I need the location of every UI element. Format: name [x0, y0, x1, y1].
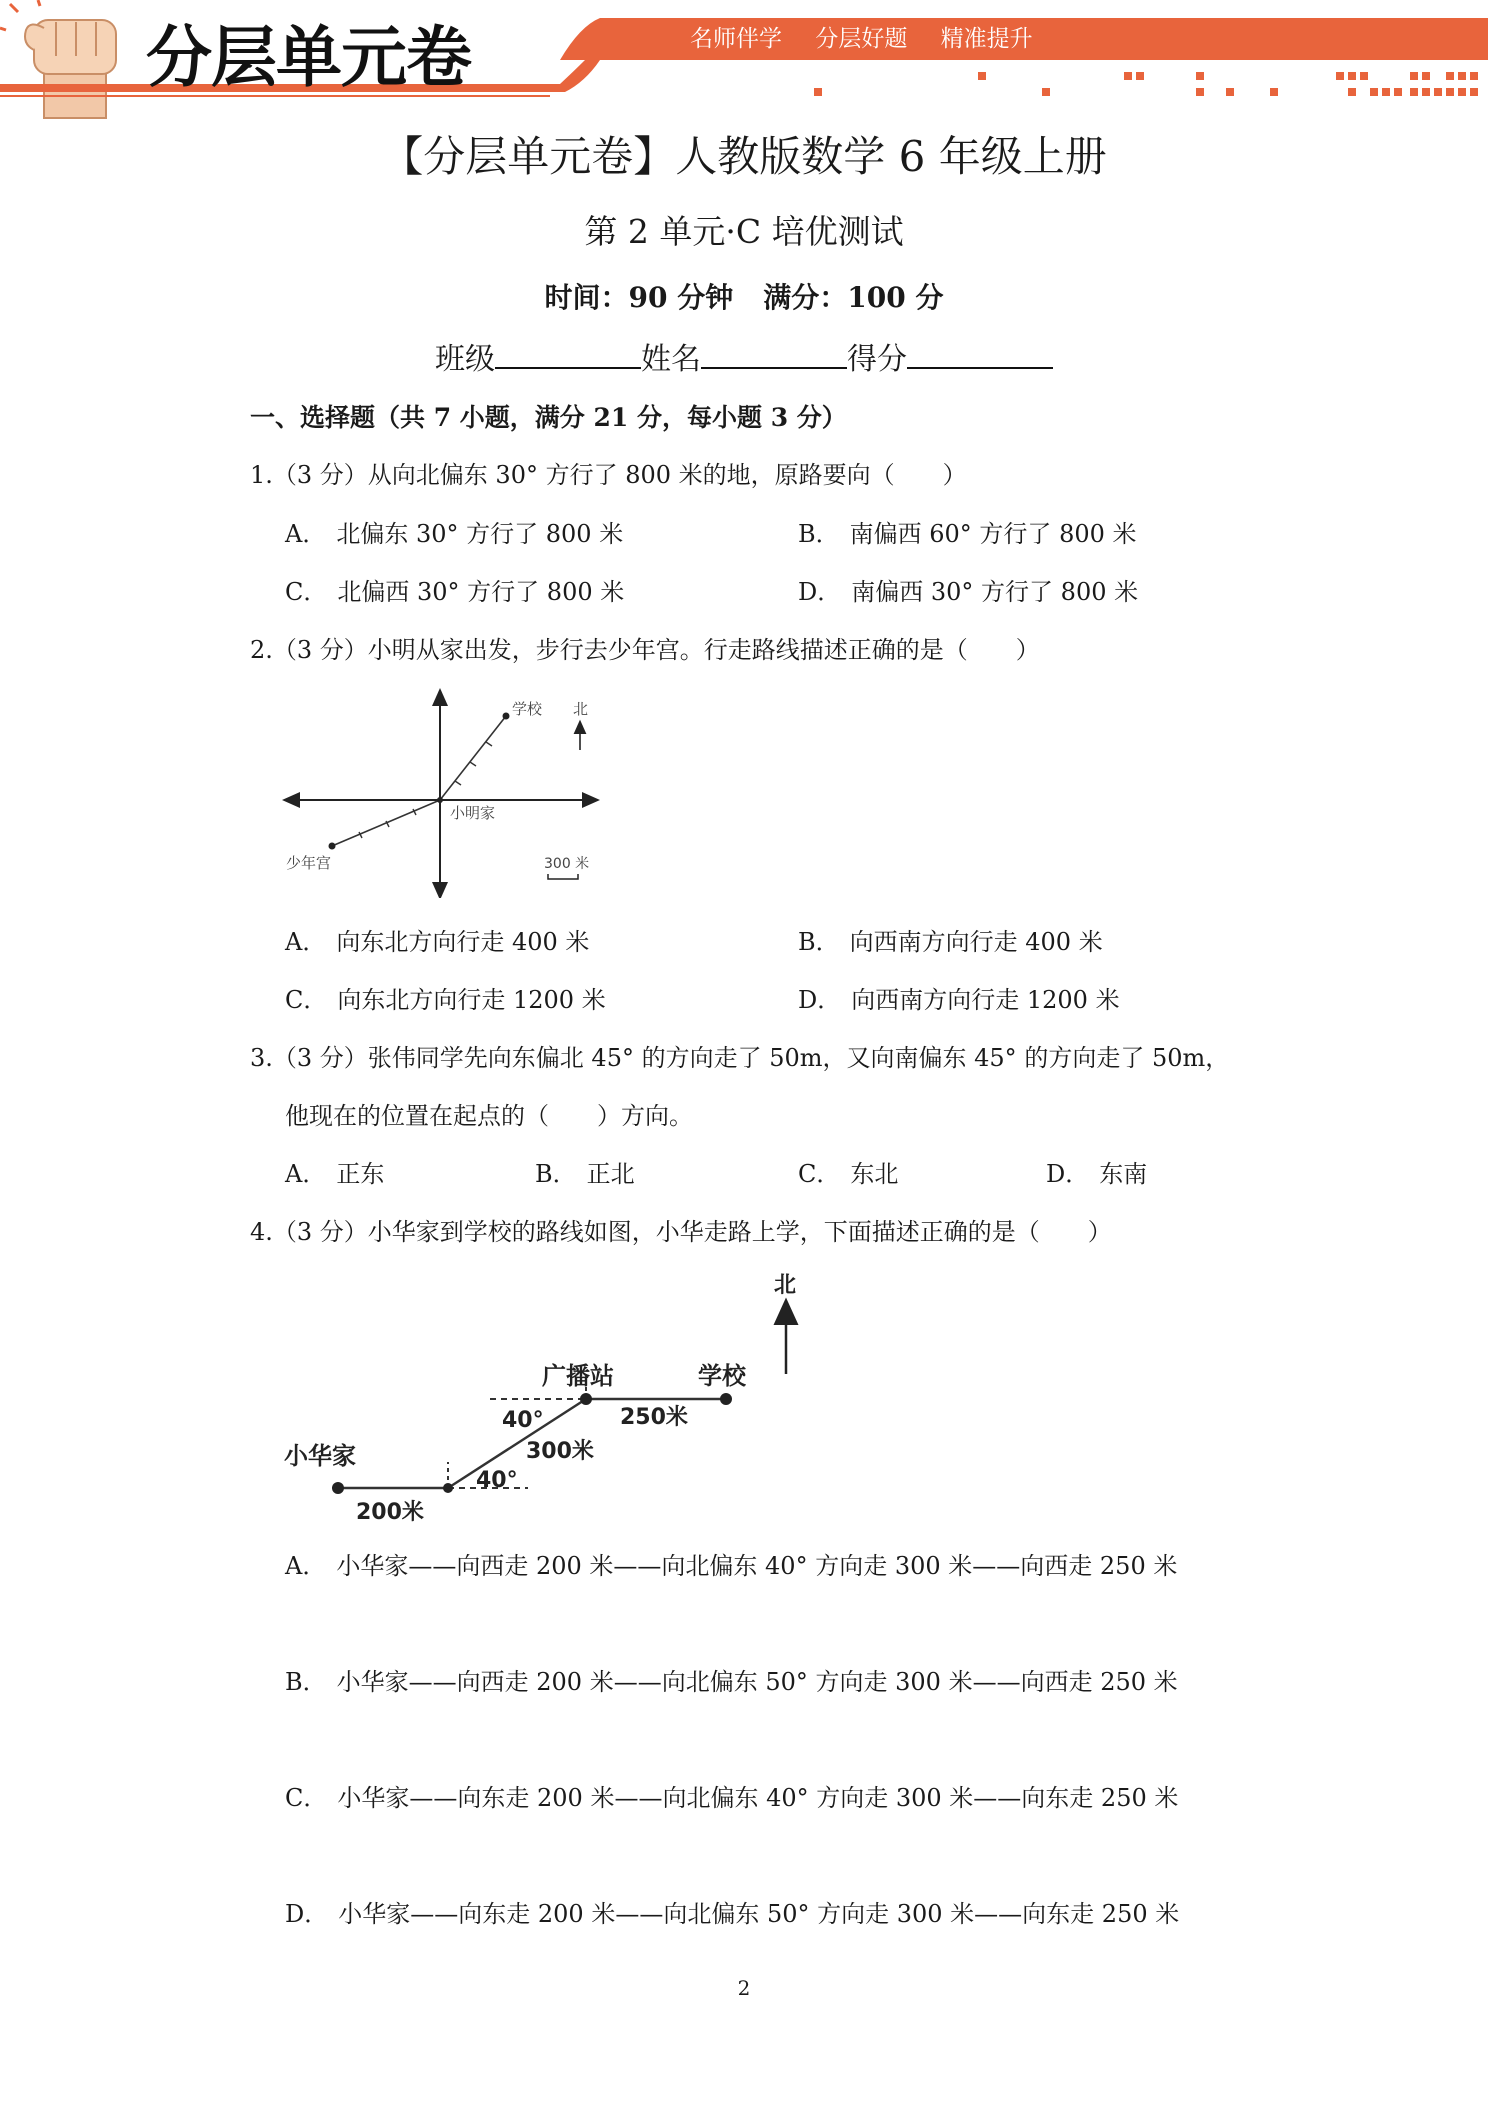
- option-text: 向西南方向行走 1200 米: [851, 986, 1120, 1014]
- name-blank[interactable]: [701, 337, 847, 369]
- main-title: 【分层单元卷】人教版数学 6 年级上册: [381, 132, 1107, 181]
- exam-time: 时间：90 分钟: [544, 281, 734, 314]
- option-text: 向东北方向行走 1200 米: [337, 986, 606, 1014]
- distance-3-label: 250米: [620, 1405, 688, 1430]
- option-label: A．: [285, 520, 327, 548]
- question-3-stem-line-1: 3.（3 分）张伟同学先向东偏北 45° 的方向走了 50m，又向南偏东 45° 的方向走了 50m，: [250, 1044, 1230, 1072]
- page-header: [0, 0, 1488, 120]
- question-3-option-a[interactable]: [285, 1154, 384, 1189]
- option-text: 东北: [850, 1160, 899, 1188]
- home-label: 小明家: [450, 804, 496, 822]
- option-text: 北偏东 30° 方行了 800 米: [336, 520, 624, 548]
- question-2-option-a[interactable]: [285, 922, 589, 957]
- grade-label: 得分: [847, 342, 907, 377]
- question-2-option-b[interactable]: [798, 922, 1103, 957]
- page-number: 2: [737, 1976, 751, 2000]
- slogan-2: 分层好题: [815, 26, 908, 52]
- option-label: D．: [798, 578, 842, 606]
- exam-score: 满分：100 分: [763, 281, 944, 314]
- school-label: 学校: [512, 700, 543, 718]
- route-to-palace: [332, 800, 440, 846]
- slogan: [690, 20, 1059, 53]
- question-3-option-c[interactable]: [798, 1154, 898, 1189]
- scale-label: 300 米: [544, 856, 590, 872]
- option-label: A．: [285, 1160, 327, 1188]
- school-point: [503, 713, 510, 720]
- grade-blank[interactable]: [907, 337, 1053, 369]
- distance-2-label: 300米: [526, 1439, 594, 1464]
- option-label: D．: [798, 986, 842, 1014]
- option-label: B．: [798, 520, 840, 548]
- option-text: 东南: [1099, 1160, 1148, 1188]
- station-label: 广播站: [542, 1362, 614, 1390]
- question-2-figure: [280, 688, 610, 898]
- north-label: 北: [573, 700, 589, 718]
- option-label: D．: [285, 1900, 329, 1928]
- option-text: 小华家——向西走 200 米——向北偏东 40° 方向走 300 米——向西走 250 米: [336, 1552, 1178, 1580]
- angle-top-label: 40°: [502, 1408, 544, 1433]
- slogan-1: 名师伴学: [690, 26, 782, 52]
- question-1-option-d[interactable]: [798, 572, 1138, 607]
- question-1-option-c[interactable]: [285, 572, 624, 607]
- option-label: A．: [285, 928, 327, 956]
- school-label: 学校: [698, 1362, 746, 1390]
- palace-label: 少年宫: [286, 854, 332, 872]
- section-heading: 一、选择题（共 7 小题，满分 21 分，每小题 3 分）: [250, 403, 847, 432]
- question-3-option-b[interactable]: [535, 1154, 635, 1189]
- option-label: B．: [798, 928, 840, 956]
- option-label: C．: [285, 578, 328, 606]
- question-2-stem: 2.（3 分）小明从家出发，步行去少年宫。行走路线描述正确的是（ ）: [250, 636, 1040, 664]
- option-label: B．: [285, 1668, 327, 1696]
- station-point: [580, 1393, 592, 1405]
- question-4-option-a[interactable]: [285, 1546, 1177, 1581]
- option-text: 南偏西 60° 方行了 800 米: [849, 520, 1137, 548]
- option-text: 小华家——向西走 200 米——向北偏东 50° 方向走 300 米——向西走 250 米: [336, 1668, 1178, 1696]
- question-4-figure: [280, 1262, 820, 1532]
- brand-title: 分层单元卷: [146, 19, 471, 96]
- distance-1-label: 200米: [356, 1500, 424, 1525]
- question-1-option-a[interactable]: [285, 514, 623, 549]
- question-4-option-b[interactable]: [285, 1662, 1178, 1697]
- palace-point: [329, 843, 336, 850]
- question-1-stem: 1.（3 分）从向北偏东 30° 方行了 800 米的地，原路要向（ ）: [250, 461, 967, 489]
- question-3-stem-line-2: 他现在的位置在起点的（ ）方向。: [285, 1102, 693, 1130]
- scale-bar: [548, 874, 578, 879]
- class-blank[interactable]: [495, 337, 641, 369]
- question-1-option-b[interactable]: [798, 514, 1137, 549]
- question-4-option-c[interactable]: [285, 1778, 1178, 1813]
- option-label: A．: [285, 1552, 327, 1580]
- question-3-option-d[interactable]: [1046, 1154, 1147, 1189]
- option-text: 向西南方向行走 400 米: [849, 928, 1103, 956]
- home-point: [332, 1482, 344, 1494]
- option-label: C．: [285, 986, 328, 1014]
- slogan-3: 精准提升: [940, 26, 1033, 52]
- option-text: 北偏西 30° 方行了 800 米: [337, 578, 625, 606]
- option-text: 正东: [336, 1160, 385, 1188]
- option-text: 正北: [586, 1160, 635, 1188]
- turn-point: [443, 1483, 453, 1493]
- option-text: 小华家——向东走 200 米——向北偏东 50° 方向走 300 米——向东走 250 米: [338, 1900, 1180, 1928]
- question-2-option-c[interactable]: [285, 980, 606, 1015]
- exam-info: [0, 276, 1488, 316]
- sub-title: 第 2 单元·C 培优测试: [584, 212, 904, 251]
- raised-fist-icon: [0, 0, 116, 118]
- route-to-school: [440, 716, 506, 800]
- option-label: C．: [285, 1784, 328, 1812]
- home-point: [437, 797, 443, 803]
- option-label: D．: [1046, 1160, 1090, 1188]
- option-label: C．: [798, 1160, 841, 1188]
- home-label: 小华家: [284, 1442, 356, 1470]
- angle-bottom-label: 40°: [476, 1468, 518, 1493]
- question-4-stem: 4.（3 分）小华家到学校的路线如图，小华走路上学，下面描述正确的是（ ）: [250, 1218, 1112, 1246]
- name-label: 姓名: [641, 342, 701, 377]
- student-info: [0, 334, 1488, 378]
- option-text: 向东北方向行走 400 米: [336, 928, 590, 956]
- school-point: [720, 1393, 732, 1405]
- decorative-squares: [814, 72, 1478, 96]
- option-text: 南偏西 30° 方行了 800 米: [851, 578, 1139, 606]
- north-label: 北: [774, 1273, 797, 1298]
- option-text: 小华家——向东走 200 米——向北偏东 40° 方向走 300 米——向东走 250 米: [337, 1784, 1179, 1812]
- class-label: 班级: [435, 342, 495, 377]
- question-2-option-d[interactable]: [798, 980, 1120, 1015]
- question-4-option-d[interactable]: [285, 1894, 1179, 1929]
- option-label: B．: [535, 1160, 577, 1188]
